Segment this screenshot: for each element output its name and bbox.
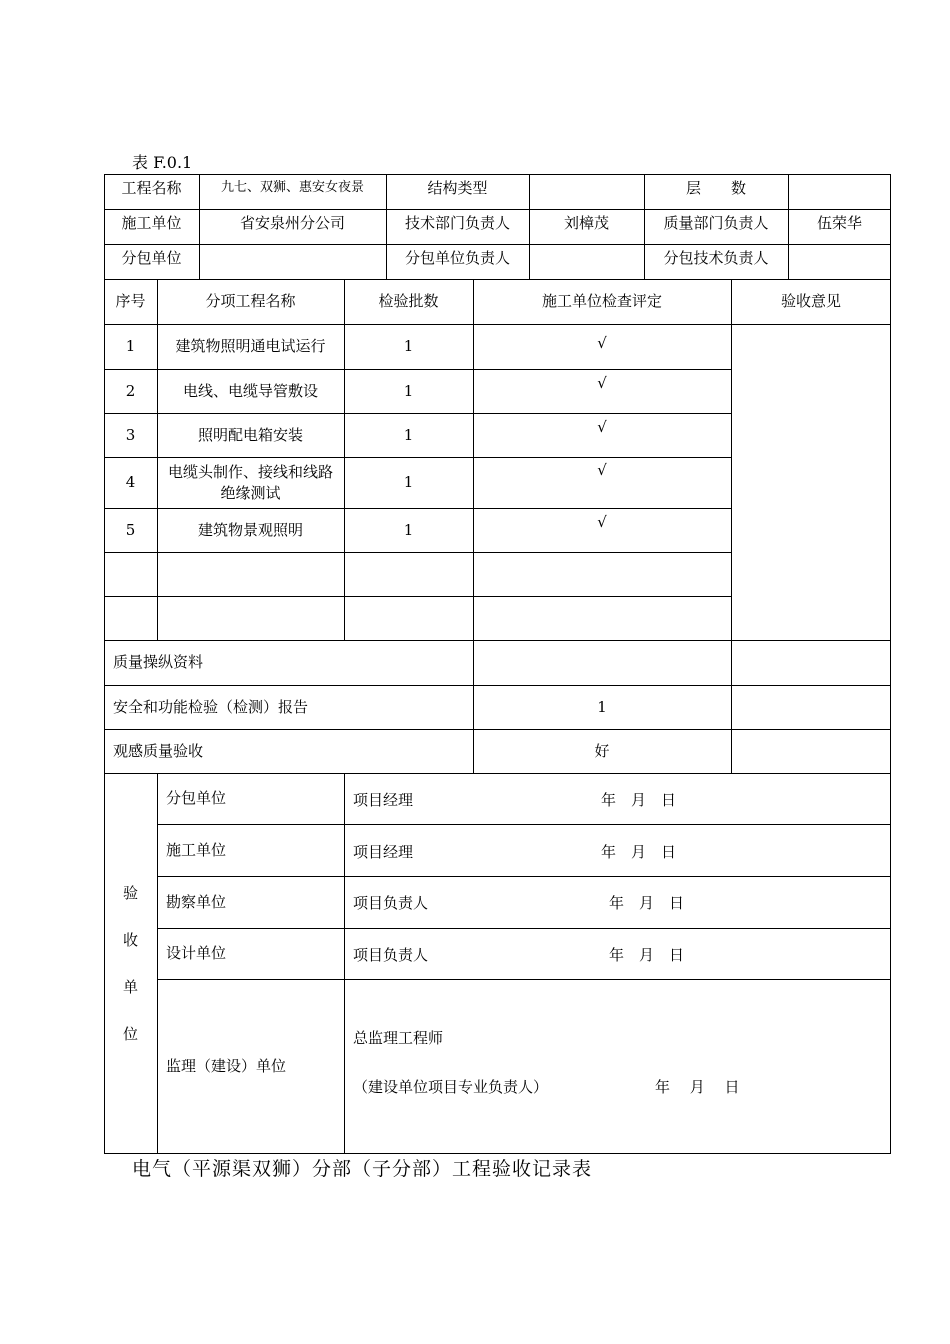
- row-no: 5: [125, 520, 136, 539]
- row-no: 3: [125, 425, 136, 444]
- construction-unit-value: 省安泉州分公司: [239, 213, 345, 232]
- floors-value: [788, 174, 891, 202]
- acceptance-section-label: [104, 773, 157, 1154]
- row-batches: 1: [403, 381, 414, 400]
- project-name-label: 工程名称: [121, 178, 182, 197]
- row-item: 电缆头制作、接线和线路绝缘测试: [167, 462, 333, 502]
- row-evaluation: √: [597, 513, 607, 531]
- acceptance-unit: 设计单位: [166, 944, 227, 962]
- acceptance-role: 项目负责人: [353, 946, 429, 964]
- row-batches: 1: [403, 473, 414, 491]
- col-header-batches: 检验批数: [378, 292, 439, 310]
- acceptance-role: 项目负责人: [353, 894, 429, 912]
- col-header-no: 序号: [115, 292, 146, 310]
- row-item: 建筑物照明通电试运行: [175, 337, 326, 355]
- row-item: 建筑物景观照明: [197, 520, 303, 539]
- acceptance-date: 年 月 日: [601, 843, 677, 861]
- row-item: 照明配电箱安装: [197, 425, 303, 444]
- summary-value-visual-quality: 好: [594, 741, 610, 760]
- row-no: 4: [125, 473, 136, 491]
- quality-head-value: 伍荣华: [816, 213, 862, 232]
- row-evaluation: √: [597, 334, 607, 352]
- acceptance-unit: 施工单位: [166, 840, 227, 859]
- floors-label: 层 数: [685, 178, 746, 197]
- sub-unit-value: [199, 244, 386, 272]
- row-evaluation: √: [597, 374, 607, 392]
- row-batches: 1: [403, 425, 414, 444]
- acceptance-unit: 勘察单位: [166, 892, 227, 911]
- tech-head-value: 刘樟茂: [563, 213, 609, 232]
- sub-head-value: [529, 244, 644, 272]
- supervisor-role: 总监理工程师: [353, 1029, 444, 1047]
- col-divider: [344, 773, 345, 1154]
- tech-head-label: 技术部门负责人: [404, 213, 510, 232]
- structure-type-label: 结构类型: [427, 178, 488, 197]
- acceptance-label-char: 位: [122, 1024, 138, 1043]
- summary-label-visual-quality: 观感质量验收: [113, 741, 204, 760]
- sub-unit-label: 分包单位: [121, 248, 182, 267]
- footer-title: 电气（平源渠双狮）分部（子分部）工程验收记录表: [132, 1158, 593, 1180]
- row-evaluation: √: [597, 461, 607, 479]
- quality-head-label: 质量部门负责人: [663, 213, 769, 232]
- col-divider: [731, 279, 732, 773]
- table-label: 表 F.0.1: [132, 153, 193, 172]
- col-header-opinion: 验收意见: [780, 292, 841, 310]
- acceptance-role: 项目经理: [353, 843, 414, 861]
- summary-label-safety-report: 安全和功能检验（检测）报告: [113, 697, 309, 716]
- supervisor-date: 年 月 日: [655, 1078, 740, 1096]
- acceptance-label-char: 收: [122, 930, 138, 949]
- row-no: 2: [125, 381, 136, 400]
- row-divider: [104, 552, 731, 553]
- structure-type-value: [529, 174, 644, 202]
- sub-tech-value: [788, 244, 891, 272]
- supervisor-role-note: （建设单位项目专业负责人）: [353, 1078, 549, 1096]
- sub-head-label: 分包单位负责人: [404, 248, 510, 267]
- supervisor-unit: 监理（建设）单位: [166, 1057, 287, 1075]
- acceptance-label-char: 单: [122, 977, 138, 996]
- acceptance-unit: 分包单位: [166, 789, 227, 807]
- row-divider: [104, 596, 731, 597]
- summary-value-safety-report: 1: [597, 697, 607, 716]
- summary-value-quality-data: [473, 640, 731, 685]
- sub-tech-label: 分包技术负责人: [663, 248, 769, 267]
- acceptance-label-char: 验: [122, 883, 138, 902]
- row-item: 电线、电缆导管敷设: [182, 381, 318, 400]
- row-no: 1: [125, 337, 136, 355]
- acceptance-date: 年 月 日: [609, 894, 685, 912]
- col-header-evaluation: 施工单位检查评定: [541, 292, 662, 310]
- col-header-item: 分项工程名称: [205, 292, 296, 310]
- row-batches: 1: [403, 520, 414, 539]
- acceptance-role: 项目经理: [353, 791, 414, 809]
- row-batches: 1: [403, 337, 414, 355]
- project-name-value: 九七、双狮、惠安女夜景: [220, 179, 364, 195]
- acceptance-date: 年 月 日: [609, 946, 685, 964]
- acceptance-date: 年 月 日: [601, 791, 677, 809]
- construction-unit-label: 施工单位: [121, 213, 182, 232]
- row-evaluation: √: [597, 418, 607, 436]
- summary-label-quality-data: 质量操纵资料: [113, 653, 204, 671]
